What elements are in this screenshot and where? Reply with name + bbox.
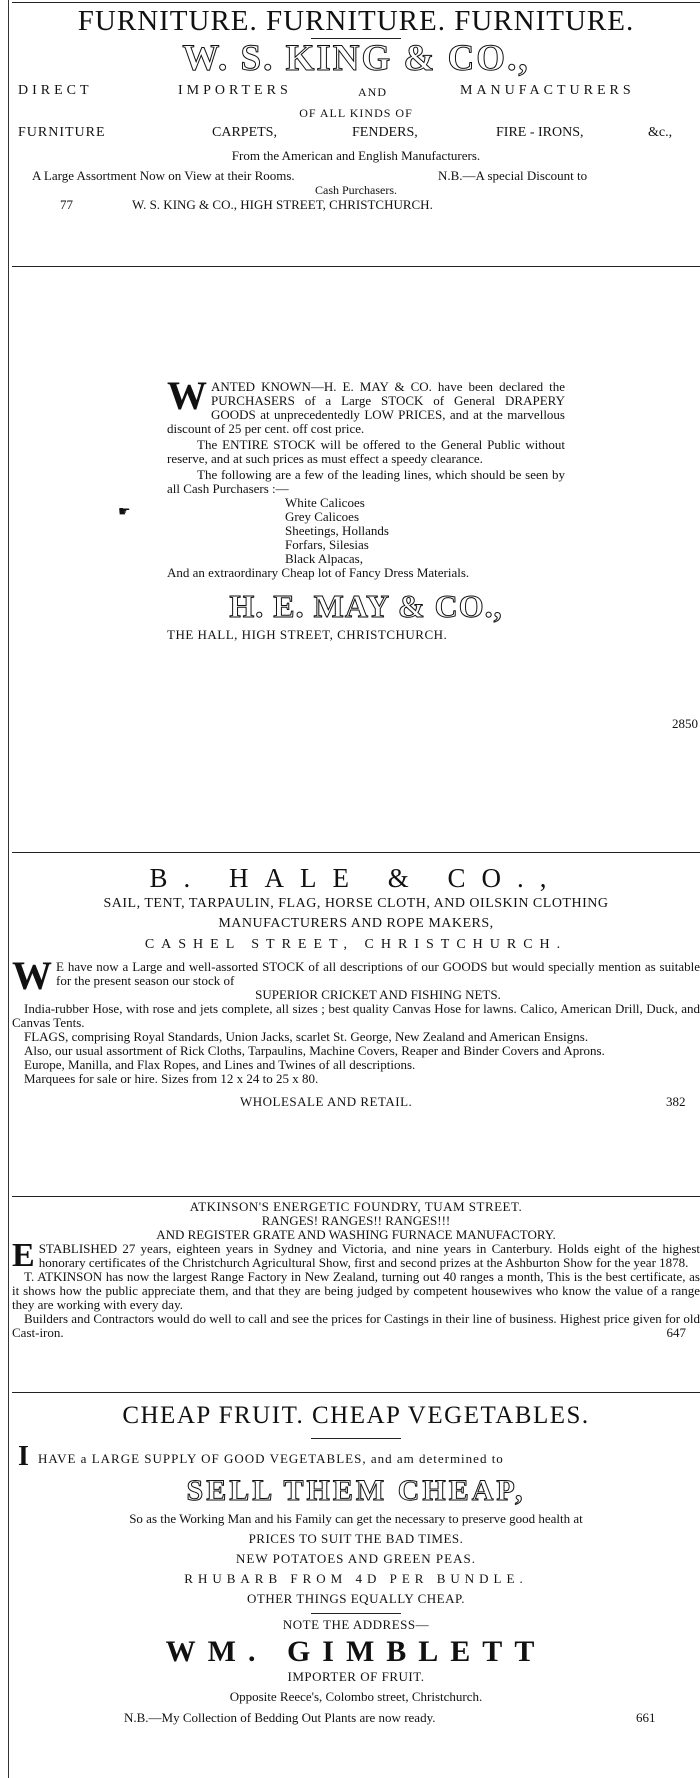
- king-and: AND: [358, 85, 387, 99]
- hale-number: 382: [666, 1094, 686, 1109]
- gimblett-prices: PRICES TO SUIT THE BAD TIMES.: [248, 1531, 464, 1546]
- king-fire-irons: FIRE - IRONS,: [496, 125, 584, 140]
- king-goods-line: [12, 121, 700, 147]
- king-assortment: A Large Assortment Now on View at their Rooms.: [32, 168, 295, 183]
- gimblett-importer: IMPORTER OF FRUIT.: [287, 1669, 425, 1684]
- king-fenders: FENDERS,: [352, 125, 418, 140]
- may-line-item: Black Alpacas,: [285, 551, 363, 566]
- top-rule: [12, 2, 700, 3]
- hale-drop-cap: W: [12, 953, 52, 998]
- may-address: THE HALL, HIGH STREET, CHRISTCHURCH.: [167, 627, 448, 642]
- king-direct: DIRECT: [18, 83, 93, 98]
- atkinson-ranges: RANGES! RANGES!! RANGES!!!: [261, 1213, 451, 1228]
- gimblett-nb: N.B.—My Collection of Bedding Out Plants are now ready.: [124, 1710, 436, 1725]
- king-address: W. S. KING & CO., HIGH STREET, CHRISTCHURCH.: [132, 197, 433, 212]
- gimblett-rhubarb: RHUBARB FROM 4D PER BUNDLE.: [184, 1571, 528, 1586]
- hale-also: Also, our usual assortment of Rick Cloths, Tarpaulins, Machine Covers, Reaper and Binder Covers and Aprons.: [24, 1043, 605, 1058]
- atkinson-heading: ATKINSON'S ENERGETIC FOUNDRY, TUAM STREET.: [189, 1199, 523, 1214]
- king-nb: N.B.—A special Discount to: [438, 168, 588, 183]
- gimblett-number: 661: [636, 1710, 656, 1725]
- may-line-item: Sheetings, Hollands: [285, 523, 389, 538]
- hale-rope: MANUFACTURERS AND ROPE MAKERS,: [218, 916, 494, 931]
- may-extra: And an extraordinary Cheap lot of Fancy Dress Materials.: [167, 565, 470, 580]
- gimblett-so: So as the Working Man and his Family can get the necessary to preserve good health at: [129, 1511, 583, 1526]
- king-address-line: [12, 197, 700, 213]
- king-banner: FURNITURE. FURNITURE. FURNITURE.: [77, 5, 635, 37]
- may-number: 2850: [672, 716, 698, 731]
- gimblett-have: HAVE a LARGE SUPPLY OF GOOD VEGETABLES, and am determined to: [38, 1451, 504, 1466]
- hale-intro: E have now a Large and well-assorted STOCK of all descriptions of our GOODS but would specially mention as suitable for the present season our stock of: [56, 959, 700, 988]
- hale-flags: FLAGS, comprising Royal Standards, Union Jacks, scarlet St. George, New Zealand and American Ensigns.: [24, 1029, 589, 1044]
- hale-wholesale-line: [12, 1090, 700, 1112]
- hale-marquees: Marquees for sale or hire. Sizes from 12 x 24 to 25 x 80.: [24, 1071, 319, 1086]
- king-name: W. S. KING & CO.,: [182, 38, 530, 79]
- may-entire: The ENTIRE STOCK will be offered to the General Public without reserve, and at such prices as must effect a speedy clearance.: [167, 437, 565, 466]
- hale-trades: SAIL, TENT, TARPAULIN, FLAG, HORSE CLOTH, AND OILSKIN CLOTHING: [103, 896, 609, 911]
- may-intro-para: [167, 373, 565, 436]
- may-drop-cap: W: [167, 373, 207, 418]
- king-from: From the American and English Manufacturers.: [231, 148, 481, 163]
- gimblett-heading: CHEAP FRUIT. CHEAP VEGETABLES.: [122, 1402, 590, 1429]
- gimblett-advert: [12, 1400, 700, 1728]
- hale-wholesale: WHOLESALE AND RETAIL.: [240, 1094, 413, 1109]
- column-left-rule: [8, 0, 9, 1778]
- king-cash: Cash Purchasers.: [315, 183, 397, 197]
- hale-cricket: SUPERIOR CRICKET AND FISHING NETS.: [255, 987, 501, 1002]
- hale-name: B. HALE & CO.,: [149, 863, 563, 893]
- king-assortment-line: [12, 168, 700, 184]
- hale-india: India-rubber Hose, with rose and jets complete, all sizes ; best quality Canvas Hose for lawns. Calico, American Drill, Duck, and Canvas Tents.: [12, 1001, 700, 1030]
- king-carpets: CARPETS,: [212, 125, 277, 140]
- gimblett-heading-rule: [311, 1438, 401, 1439]
- may-following: The following are a few of the leading lines, which should be seen by all Cash Purchasers :—: [167, 467, 565, 496]
- gimblett-other: OTHER THINGS EQUALLY CHEAP.: [246, 1591, 466, 1606]
- atkinson-largest: T. ATKINSON has now the largest Range Factory in New Zealand, turning out 40 ranges a month, This is the best certificate, as it shows how the public appreciate them, and that they are being judged by competent housewives who know the value of a range they are working with every day.: [12, 1269, 700, 1312]
- may-advert: [167, 373, 565, 644]
- atkinson-established: STABLISHED 27 years, eighteen years in Sydney and Victoria, and nine years in Canterbury. Holds eight of the highest honorary certificates of the Christchurch Agricultural Show, first and second prizes at the Ashburton Show for the year 1878.: [38, 1241, 700, 1270]
- king-advert: [12, 4, 700, 213]
- king-of-all-kinds: OF ALL KINDS OF: [299, 106, 413, 120]
- atkinson-number: 647: [666, 1325, 686, 1340]
- atkinson-builders-text: Builders and Contractors would do well to call and see the prices for Castings in their line of business. Highest price given for old Cast-iron.: [12, 1311, 700, 1340]
- may-lines: [167, 496, 565, 566]
- king-number: 77: [60, 197, 73, 212]
- hale-bottom-rule: [12, 1196, 700, 1197]
- king-importers-line: [12, 79, 700, 105]
- king-furniture: FURNITURE: [18, 125, 106, 140]
- atkinson-builders: [12, 1312, 700, 1340]
- may-line-item: Forfars, Silesias: [285, 537, 369, 552]
- king-etc: &c.,: [648, 125, 673, 140]
- hale-intro-para: [12, 953, 700, 1002]
- atkinson-drop-cap: E: [12, 1237, 35, 1274]
- atkinson-bottom-rule: [12, 1392, 700, 1393]
- may-line-item: White Calicoes: [285, 495, 365, 510]
- may-bottom-rule: [12, 852, 700, 853]
- hand-pointer-icon: ☛: [118, 505, 131, 520]
- may-name: H. E. MAY & CO.,: [229, 588, 503, 624]
- hale-street: CASHEL STREET, CHRISTCHURCH.: [144, 937, 568, 952]
- atkinson-established-para: [12, 1237, 700, 1274]
- king-bottom-rule: [12, 266, 700, 267]
- atkinson-register: AND REGISTER GRATE AND WASHING FURNACE MANUFACTORY.: [156, 1227, 556, 1242]
- may-intro: ANTED KNOWN—H. E. MAY & CO. have been declared the PURCHASERS of a Large STOCK of General DRAPERY GOODS at unprecedentedly LOW PRICES, and at the marvellous discount of 25 per cent. off cost price.: [167, 379, 565, 436]
- atkinson-advert: [12, 1200, 700, 1340]
- may-line-item: Grey Calicoes: [285, 509, 360, 524]
- gimblett-opposite: Opposite Reece's, Colombo street, Christchurch.: [229, 1689, 483, 1704]
- gimblett-name: WM. GIMBLETT: [165, 1635, 547, 1668]
- newspaper-column: [12, 0, 700, 1778]
- gimblett-drop-cap: I: [18, 1441, 29, 1472]
- gimblett-sell: SELL THEM CHEAP,: [186, 1474, 526, 1507]
- hale-ropes: Europe, Manilla, and Flax Ropes, and Lines and Twines of all descriptions.: [24, 1057, 416, 1072]
- king-importers: IMPORTERS: [178, 83, 292, 98]
- gimblett-potatoes: NEW POTATOES AND GREEN PEAS.: [236, 1551, 476, 1566]
- gimblett-note: NOTE THE ADDRESS—: [282, 1617, 430, 1632]
- gimblett-have-line: [12, 1441, 700, 1472]
- hale-advert: [12, 862, 700, 1112]
- gimblett-nb-line: [12, 1708, 700, 1728]
- king-manufacturers: MANUFACTURERS: [460, 83, 635, 98]
